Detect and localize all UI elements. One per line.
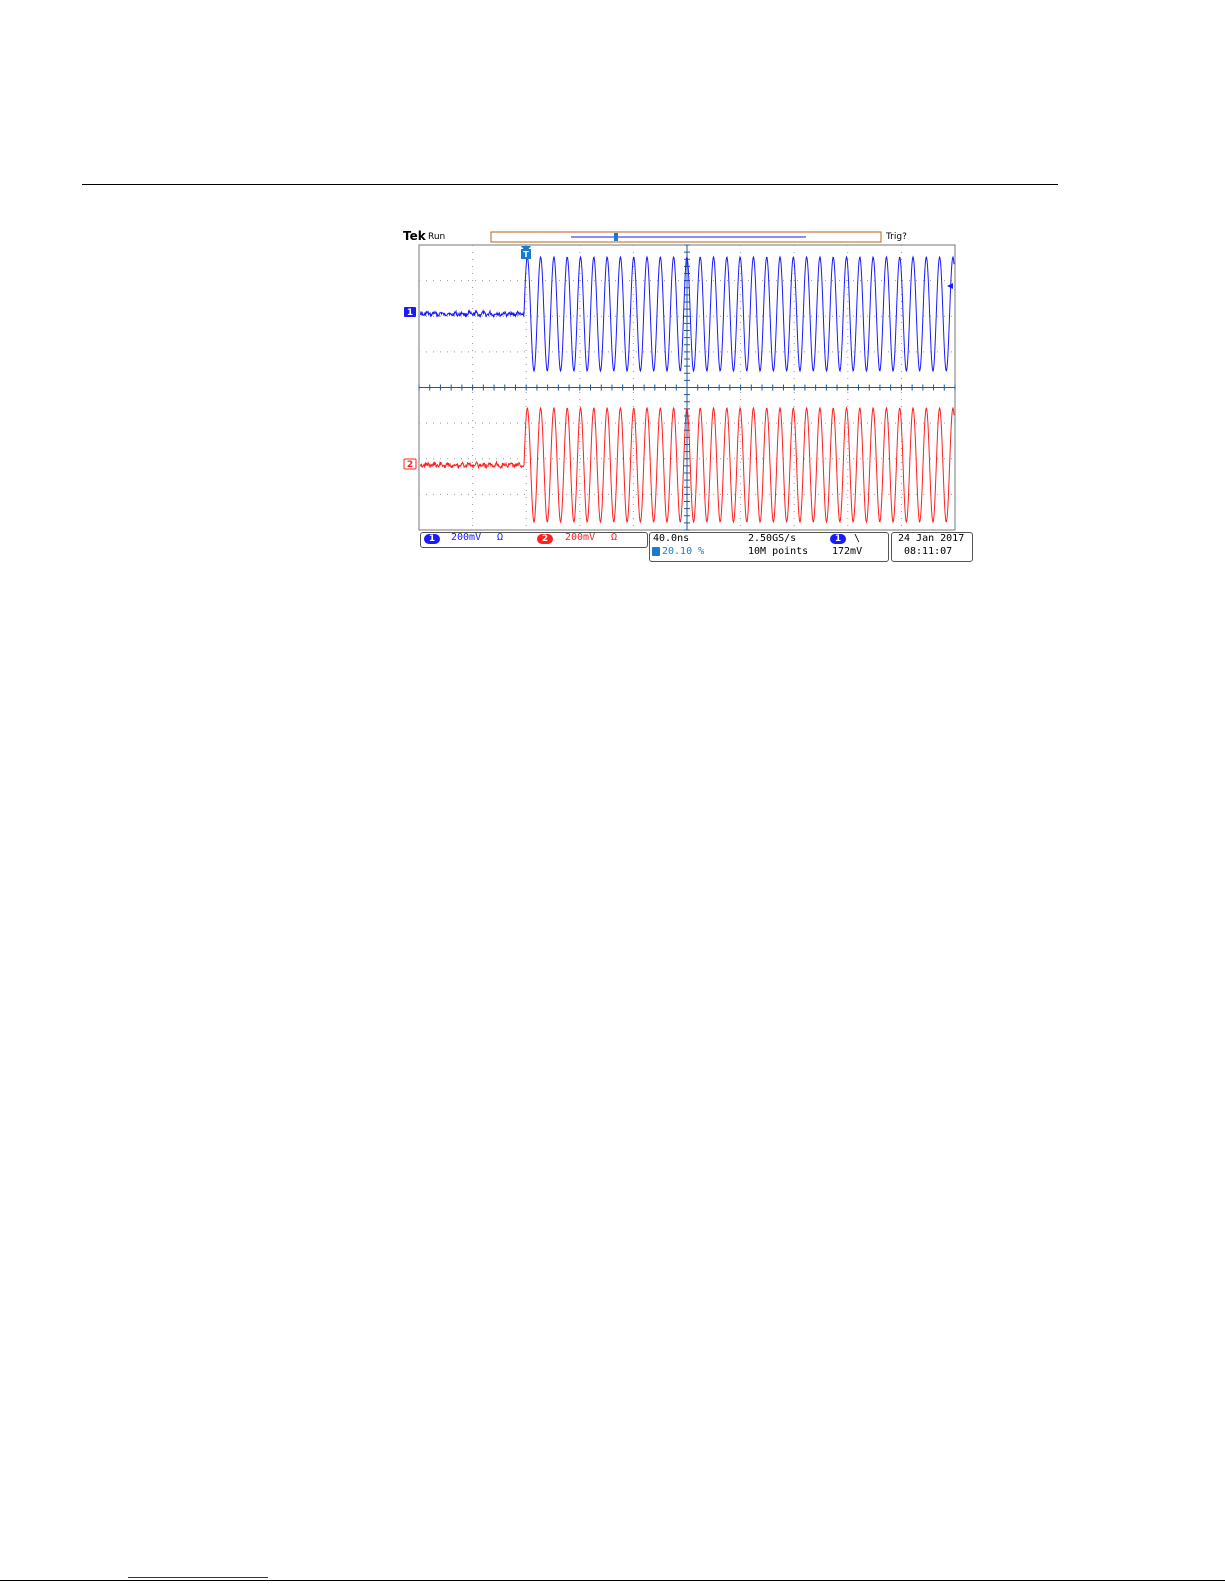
trigger-state: Trig? bbox=[886, 232, 907, 242]
time: 08:11:07 bbox=[904, 546, 953, 557]
ch2-ground-marker-label: 2 bbox=[406, 460, 414, 470]
run-state: Run bbox=[428, 232, 446, 242]
oscilloscope-screenshot bbox=[401, 230, 975, 576]
record-length: 10M points bbox=[748, 546, 809, 557]
date: 24 Jan 2017 bbox=[898, 533, 965, 544]
trigger-slope-icon: \ bbox=[854, 533, 861, 544]
trigger-source-badge: 1 bbox=[830, 534, 846, 544]
ch2-scale: 200mV bbox=[565, 532, 596, 543]
trigger-position: 20.10 % bbox=[662, 546, 705, 557]
ch1-scale: 200mV bbox=[451, 532, 482, 543]
footnote-link-underline bbox=[128, 1577, 268, 1578]
ch1-coupling-ohm-icon: Ω bbox=[497, 532, 504, 543]
trigger-level: 172mV bbox=[832, 546, 863, 557]
ch2-coupling-ohm-icon: Ω bbox=[611, 532, 618, 543]
footer-rule bbox=[0, 1580, 1225, 1581]
trigger-marker-label: T bbox=[523, 250, 529, 259]
record-trigger-marker bbox=[614, 233, 618, 241]
ch2-badge: 2 bbox=[537, 534, 553, 544]
trigger-position-icon bbox=[652, 547, 660, 556]
brand-logo: Tek bbox=[403, 229, 426, 243]
oscilloscope-display bbox=[401, 230, 975, 576]
ch1-ground-marker-label: 1 bbox=[406, 308, 414, 318]
timebase: 40.0ns bbox=[653, 533, 690, 544]
ch1-badge: 1 bbox=[424, 534, 440, 544]
sample-rate: 2.50GS/s bbox=[748, 533, 797, 544]
header-rule bbox=[82, 184, 1058, 185]
